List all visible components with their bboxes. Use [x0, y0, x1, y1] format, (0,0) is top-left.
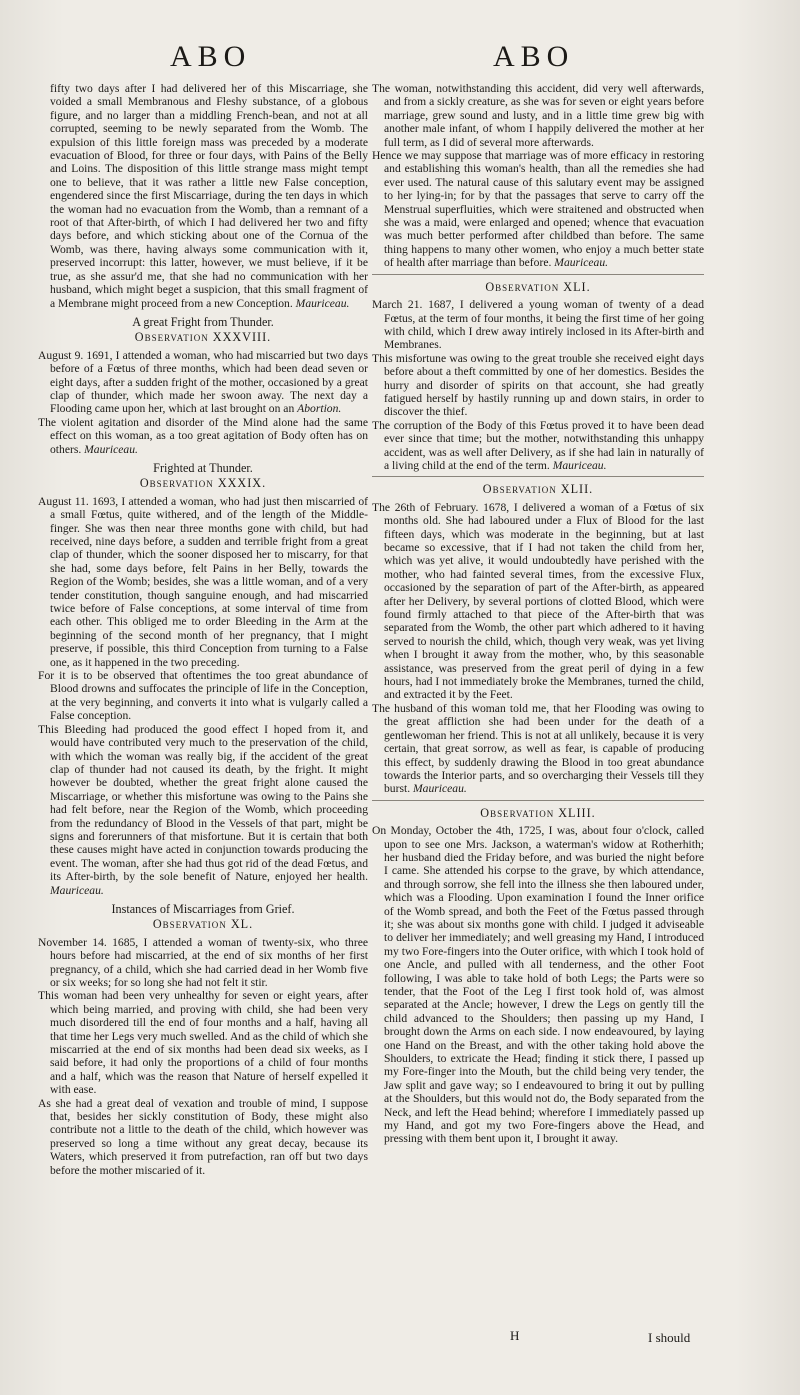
paragraph: August 11. 1693, I attended a woman, who had just then miscarried of a small Fœtus, quite withered, and of the length of the Middle-finger. She was then near three months gone with child, but had received, nine days before, a sudden and terrible fright from a great clap of thunder, which the sooner disposed her to miscarry, for that she had, some days before, felt Pains in her Belly, towards the Region of the Womb; besides, she was a little woman, and of a very tender constitution, though sanguine enough, and had miscarried twice before of False conceptions, at some interval of time from each other. This obliged me to order Bleeding in the Arm at the beginning of the second month of her pregnancy, that I might preserve, if possible, this third Conception from turning to a False one, as it happened in the two preceding. — [38, 494, 368, 669]
catchword: I should — [648, 1330, 691, 1345]
signature-mauriceau: Mauriceau. — [50, 883, 104, 897]
running-header — [0, 40, 800, 80]
paragraph: The husband of this woman told me, that her Flooding was owing to the great affliction she had been under for the death of a gentlewoman her friend. This is not at all unlikely, because it is very certain, that great sorrow, as well as fear, is capable of producing this effect, by suddenly drawing the Blood in too great abundance towards the Interior parts, and so overcharging their Vessels till they burst. Mauriceau. — [372, 701, 704, 796]
signature-mauriceau: Mauriceau. — [552, 458, 607, 472]
divider — [372, 800, 704, 801]
divider — [372, 476, 704, 477]
paragraph: Hence we may suppose that marriage was of more efficacy in restoring and establishing this woman's health, than all the remedies she had ever used. The natural cause of this salutary event may be assigned to her lying-in; for by that the passages that serve to carry off the Menstrual superfluities, which were straitened and obstructed when she was a maid, were enlarged and opened; whence that evacuation was much better performed after childbed than before. The same thing happens to many other women, who enjoy a much better state of health after marriage than before. Mauriceau. — [372, 149, 704, 270]
observation-heading: Observation XLII. — [482, 482, 594, 497]
paragraph: This Bleeding had produced the good effect I hoped from it, and would have contributed very much to the preservation of the child, with which the woman was really big, if the accident of the great clap of thunder had not caused its death, by the fright. It might however be doubted, whether the great fright alone caused the Miscarriage, or whether this misfortune was owing to the Pains she had felt before, near the Region of the Womb, which proceeding from the redundancy of Blood in the Vessels of that part, might be signs and forerunners of that misfortune. But it is certain that both these causes might have acted in conjunction towards producing the event. The woman, after she had thus got rid of the dead Fœtus, and its After-birth, by the sole benefit of Nature, enjoyed her health. Mauriceau. — [38, 722, 368, 897]
running-head-left: ABO — [170, 40, 252, 73]
paragraph: This misfortune was owing to the great trouble she received eight days before about a theft committed by one of her domestics. Besides the hurry and disorder of spirits on that account, she had greatly fatigued herself by hastily running up and down stairs, in order to discover the thief. — [372, 351, 704, 419]
left-column — [38, 82, 368, 1177]
section-heading: Instances of Miscarriages from Grief. — [111, 901, 295, 916]
paragraph: On Monday, October the 4th, 1725, I was, about four o'clock, called upon to see one Mrs. Jackson, a waterman's widow at Rotherhith; her husband died the Friday before, and was buried the night before I came. She attended his corpse to the grave, by which attendance, and through sorrow, she fell into the illness she then laboured under, which was a Flooding. Upon examination I found the Inner orifice of the Womb spread, and both the Feet of the Fœtus passed through it; she was about six months gone with child. I judged it adviseable to deliver her immediately; and well greasing my Hand, I introduced my two Fore-fingers into the Outer orifice, with which I took hold of one Ancle, and pulled with all tenderness, and the other Foot following, I was able to take hold of both Legs; the Parts were so tender, that the Foot of the Leg I first took hold of, was almost separated at the Ancle; however, I drew the Legs on gently till the child advanced to the Shoulders; then passing up my Hand, I brought down the Arms on each side. I now endeavoured, by laying one Hand on the Breast, and with the other taking hold above the Shoulders, to extricate the Head; finding it stick there, I passed up my Fore-finger into the Mouth, but the child being very tender, the Jaw split and gave way; so I endeavoured to bring it out by pulling at the Shoulders, but this would not do, the Body separated from the Neck, and left the Head behind; wherefore I immediately passed up my Hand, and got my two Fore-fingers above the Head, and pressing with them bent upon it, I brought it away. — [372, 824, 704, 1146]
paragraph: The 26th of February. 1678, I delivered a woman of a Fœtus of six months old. She had laboured under a Flux of Blood for the last fifteen days, which was moderate in the beginning, but at last became so excessive, that if I had not taken the child from her, which was yet alive, it would undoubtedly have perished with the mother, who had fainted several times, from the excessive Flux, occasioned by the separation of part of the After-birth, as appeared after her Delivery, by several portions of clotted Blood, which were found firmly attached to that piece of the After-birth that was separated from the Womb, the other part which adhered to it having served to nourish the child, which, though very weak, was yet living when I brought it away from the mother, who, by this seasonable assistance, was preserved from the great peril of dying in a few hours, had I not immediately broke the Membranes, turned the child, and extracted it by the Feet. — [372, 500, 704, 702]
signature-mauriceau: Mauriceau. — [84, 442, 138, 456]
signature-mark: H — [510, 1328, 520, 1343]
observation-heading: Observation XL. — [152, 917, 254, 932]
paragraph: August 9. 1691, I attended a woman, who had miscarried but two days before of a Fœtus of three months, which had been dead seven or eight days, after a sudden fright of the mother, occasioned by a great clap of thunder, which made her swoon away. The next day a Flooding came upon her, which at last brought on an Abortion. — [38, 348, 368, 416]
signature-mauriceau: Mauriceau. — [413, 782, 467, 796]
divider — [372, 274, 704, 275]
paragraph: fifty two days after I had delivered her of this Miscarriage, she voided a small Membranous and Fleshy substance, of a globous figure, and no larger than a middling French-bean, and not at all corrupted, seeming to be newly separated from the Womb. The expulsion of this little foreign mass was preceded by a moderate evacuation of Blood, for three or four days, with Pains of the Belly and Loins. The disposition of this little strange mass might tempt one to believe, that it was rather a little new False conception, engendered since the first Miscarriage, during the ten days in which the woman had no evacuation from the Womb, than a remnant of a root of that After-birth, of which I had delivered her two and fifty days before, and which sticking about one of the Cornua of the Womb, was there, having always some communication with it, preserved incorrupt: this latter, however, we must believe, if it be true, as she assur'd me, that she had no communication with her husband, which might beget a suspicion, that this small fragment of a Membrane might proceed from a new Conception. Mauriceau. — [50, 82, 368, 310]
signature-mauriceau: Mauriceau. — [554, 256, 609, 270]
signature-mauriceau: Mauriceau. — [295, 296, 350, 310]
running-head-right: ABO — [493, 40, 575, 73]
paragraph: March 21. 1687, I delivered a young woman of twenty of a dead Fœtus, at the term of four months, it being the first time of her going with child, which I drew away intirely inclosed in its After-birth and Membranes. — [372, 298, 704, 352]
observation-heading: Observation XXXVIII. — [134, 330, 272, 345]
section-heading: Frighted at Thunder. — [153, 460, 253, 475]
paragraph: The corruption of the Body of this Fœtus proved it to have been dead ever since that time; but the mother, notwithstanding this unhappy accident, was as well after Delivery, as if she had lain in naturally of a living child at the end of the term. Mauriceau. — [372, 418, 704, 472]
paragraph: This woman had been very unhealthy for seven or eight years, after which being married, and proving with child, she had been very much disordered till the end of four months and a half, having all that time her Legs very much swelled. And as the child of which she miscarried at the end of six months had been dead six weeks, as I said before, it had only the proportions of a child of four months and a half, which was the reason that Nature of herself expelled it with ease. — [38, 989, 368, 1097]
observation-heading: Observation XXXIX. — [139, 476, 267, 491]
right-column — [372, 82, 704, 1146]
paragraph: November 14. 1685, I attended a woman of twenty-six, who three hours before had miscarried, at the end of six months of her first pregnancy, of a child, which she had carried dead in her Womb five or six weeks; for so long she had not felt it stir. — [38, 935, 368, 989]
observation-heading: Observation XLI. — [485, 279, 591, 294]
section-heading: A great Fright from Thunder. — [132, 314, 274, 329]
observation-heading: Observation XLIII. — [480, 805, 596, 820]
paragraph: The woman, notwithstanding this accident, did very well afterwards, and from a sickly creature, as she was for seven or eight years before marriage, grew sound and lusty, and in a little time grew big with another male infant, of whom I happily delivered the mother at her full term, as I did of several more afterwards. — [372, 82, 704, 149]
paragraph: The violent agitation and disorder of the Mind alone had the same effect on this woman, as a too great agitation of Body often has on others. Mauriceau. — [38, 415, 368, 456]
paragraph: As she had a great deal of vexation and trouble of mind, I suppose that, besides her sickly constitution of Body, these might also contribute not a little to the death of the child, which however was preserved so long a time without any great decay, because its Waters, which preserved it from putrefaction, ran off but two days before the mother miscaried of it. — [38, 1096, 368, 1177]
paragraph: For it is to be observed that oftentimes the too great abundance of Blood drowns and suffocates the principle of life in the Conception, at the very beginning, and converts it into what is vulgarly called a False conception. — [38, 669, 368, 723]
